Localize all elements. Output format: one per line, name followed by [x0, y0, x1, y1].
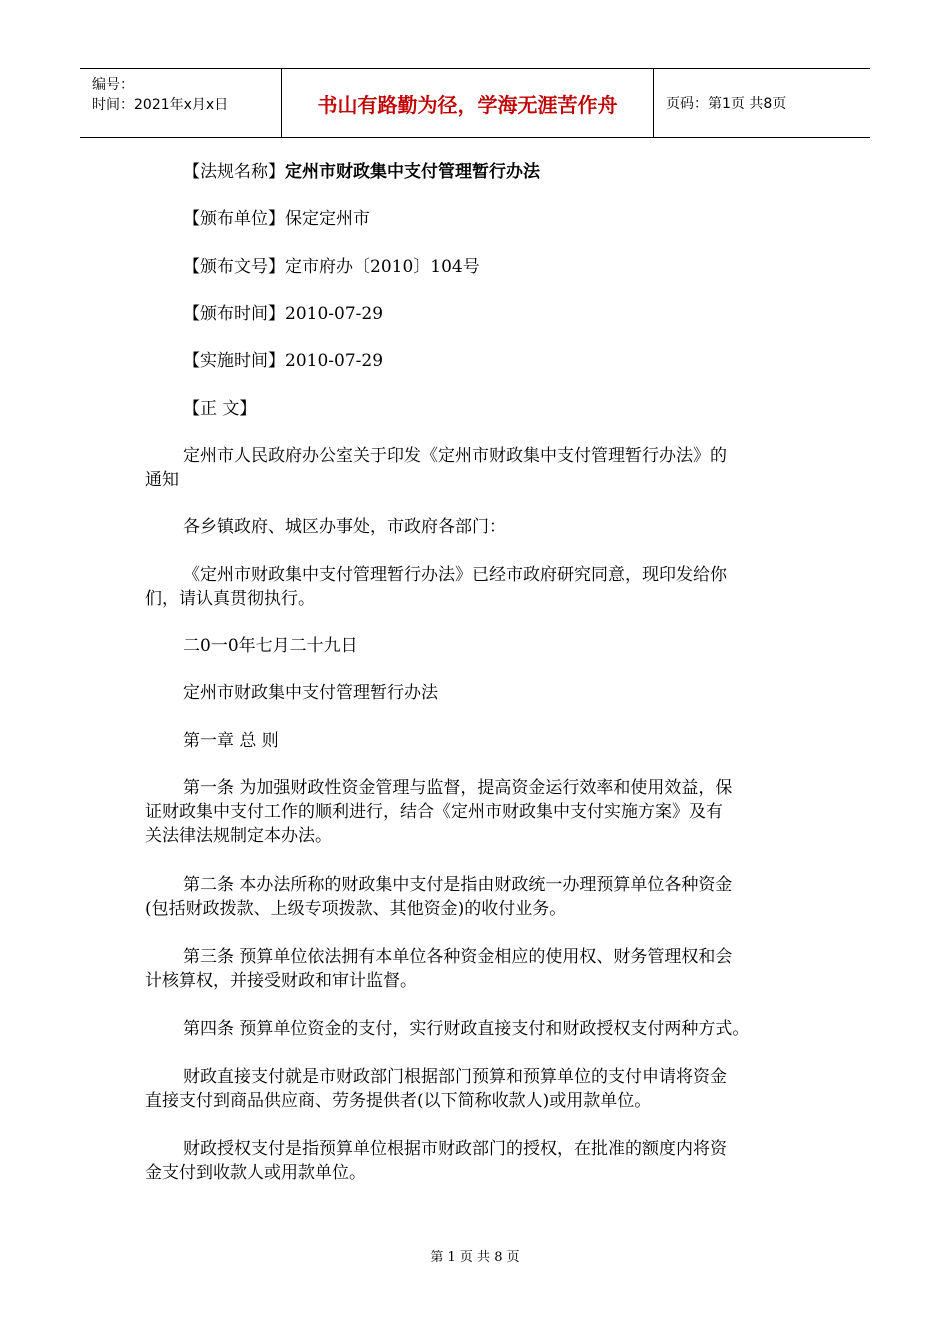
body-label: 【正 文】 — [183, 399, 257, 419]
direct-payment-line-1: 财政直接支付就是市财政部门根据部门预算和预算单位的支付申请将资金 — [183, 1067, 727, 1087]
article-3-line-2: 计核算权，并接受财政和审计监督。 — [145, 971, 417, 991]
header-page-info: 页码：第1页 共8页 — [666, 96, 787, 112]
document-title: 定州市财政集中支付管理暂行办法 — [183, 683, 438, 703]
doc-number-label: 编号： — [92, 77, 134, 93]
regulation-name-value: 定州市财政集中支付管理暂行办法 — [285, 162, 540, 182]
effective-date-line: 【实施时间】2010-07-29 — [183, 351, 384, 371]
intro-line-2: 们，请认真贯彻执行。 — [145, 589, 315, 609]
intro-line-1: 《定州市财政集中支付管理暂行办法》已经市政府研究同意，现印发给你 — [183, 565, 727, 585]
regulation-name-line — [183, 160, 843, 184]
article-4: 第四条 预算单位资金的支付，实行财政直接支付和财政授权支付两种方式。 — [183, 1019, 750, 1039]
page-footer: 第 1 页 共 8 页 — [430, 1250, 520, 1265]
article-2-line-1: 第二条 本办法所称的财政集中支付是指由财政统一办理预算单位各种资金 — [183, 875, 733, 895]
doc-time-label: 时间：2021年x月x日 — [92, 97, 229, 113]
notice-date: 二0一0年七月二十九日 — [183, 636, 358, 656]
article-3-line-1: 第三条 预算单位依法拥有本单位各种资金相应的使用权、财务管理权和会 — [183, 947, 733, 967]
issuer-line: 【颁布单位】保定定州市 — [183, 209, 370, 229]
article-1-line-3: 关法律法规制定本办法。 — [145, 826, 332, 846]
issue-date-line: 【颁布时间】2010-07-29 — [183, 304, 384, 324]
notice-title-line-2: 通知 — [145, 470, 179, 490]
chapter-heading: 第一章 总 则 — [183, 731, 279, 751]
notice-title-line-1: 定州市人民政府办公室关于印发《定州市财政集中支付管理暂行办法》的 — [183, 446, 727, 466]
doc-number-line: 【颁布文号】定市府办〔2010〕104号 — [183, 257, 480, 277]
authorized-payment-line-1: 财政授权支付是指预算单位根据市财政部门的授权，在批准的额度内将资 — [183, 1139, 727, 1159]
article-1-line-1: 第一条 为加强财政性资金管理与监督，提高资金运行效率和使用效益，保 — [183, 778, 733, 798]
authorized-payment-line-2: 金支付到收款人或用款单位。 — [145, 1163, 366, 1183]
article-2-line-2: (包括财政拨款、上级专项拨款、其他资金)的收付业务。 — [145, 899, 567, 919]
header-info — [80, 69, 282, 137]
direct-payment-line-2: 直接支付到商品供应商、劳务提供者(以下简称收款人)或用款单位。 — [145, 1091, 652, 1111]
header-motto: 书山有路勤为径，学海无涯苦作舟 — [282, 69, 654, 137]
regulation-name-label: 【法规名称】 — [183, 162, 285, 182]
page-header — [80, 68, 870, 138]
article-1-line-2: 证财政集中支付工作的顺利进行，结合《定州市财政集中支付实施方案》及有 — [145, 802, 723, 822]
salutation: 各乡镇政府、城区办事处，市政府各部门： — [183, 517, 506, 537]
